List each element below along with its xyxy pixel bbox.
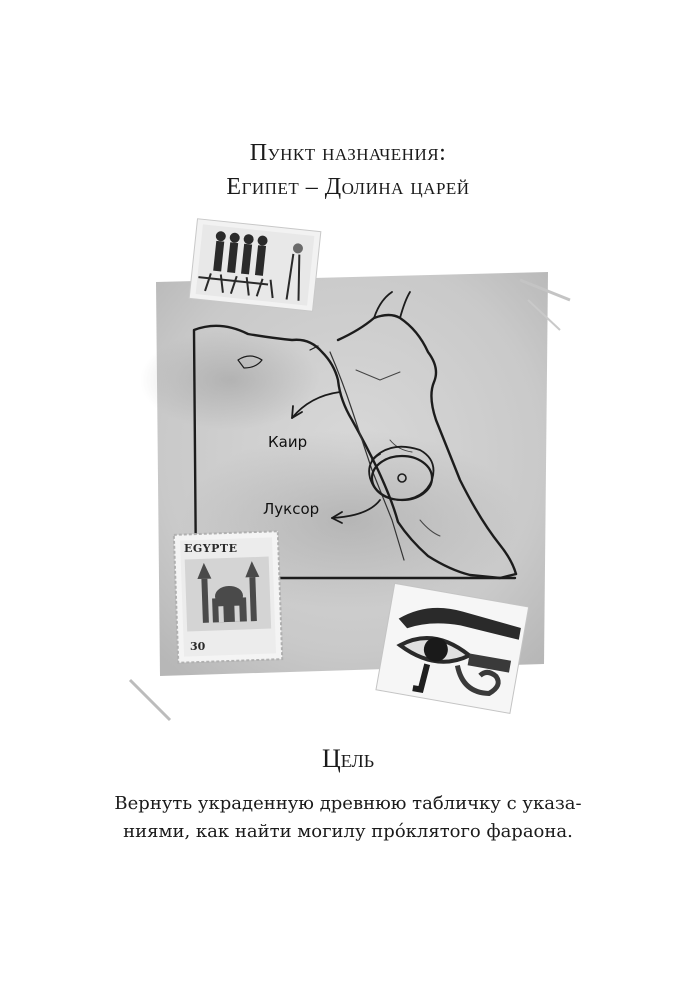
eye-of-horus-card	[376, 583, 529, 713]
goal-text-line1: Вернуть украденную древнюю табличку с указа-	[114, 793, 582, 814]
goal-heading: Цель	[321, 744, 375, 773]
fresco-postcard	[189, 219, 321, 312]
map-label-cairo: Каир	[268, 433, 308, 451]
stamp-country-text: EGYPTE	[184, 542, 238, 555]
goal-text-line2: ниями, как найти могилу про́клятого фараона.	[123, 821, 573, 842]
destination-title-line2: Египет – Долина царей	[226, 174, 470, 200]
map-label-luxor: Луксор	[263, 500, 320, 518]
stamp-value-text: 30	[190, 640, 206, 653]
destination-title-line1: Пункт назначения:	[249, 140, 447, 166]
